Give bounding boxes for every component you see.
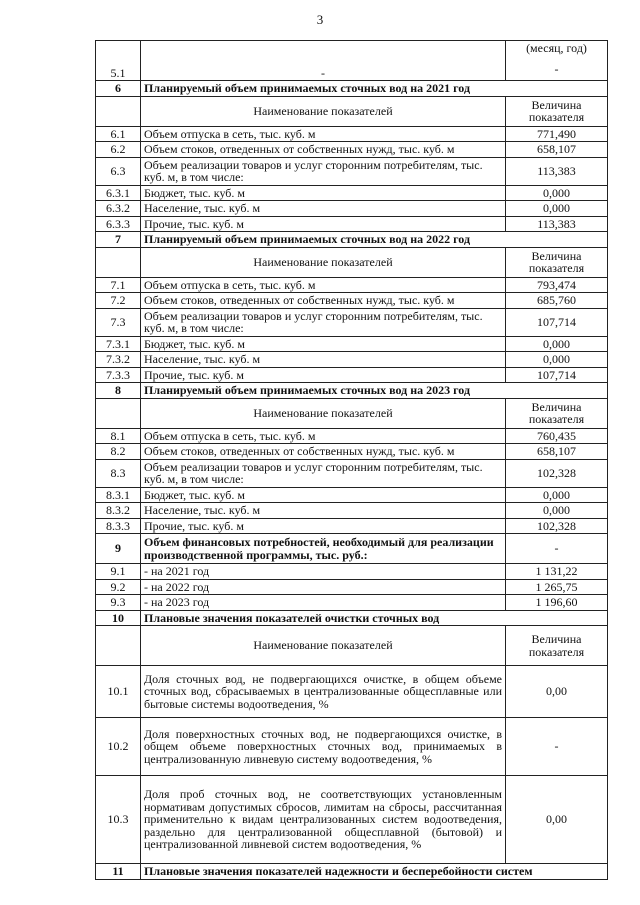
row-number: 5.1 xyxy=(96,41,141,81)
row-name: Бюджет, тыс. куб. м xyxy=(141,336,506,352)
section-number: 6 xyxy=(96,81,141,97)
table-row xyxy=(96,595,608,611)
section-title: Планируемый объем принимаемых сточных вод на 2022 год xyxy=(141,232,608,248)
row-name: Объем стоков, отведенных от собственных нужд, тыс. куб. м xyxy=(141,444,506,460)
row-name: - на 2022 год xyxy=(141,579,506,595)
table-row xyxy=(96,367,608,383)
empty-cell xyxy=(96,247,141,277)
table-row xyxy=(96,398,608,428)
row-number: 7.3.3 xyxy=(96,367,141,383)
row-number: 7.3.2 xyxy=(96,352,141,368)
row-number: 8.3.3 xyxy=(96,518,141,534)
row-value: 793,474 xyxy=(506,277,608,293)
row-name: Население, тыс. куб. м xyxy=(141,352,506,368)
row-value: 685,760 xyxy=(506,293,608,309)
row-number: 9.1 xyxy=(96,564,141,580)
table-row xyxy=(96,503,608,519)
section-number: 10 xyxy=(96,610,141,626)
row-number: 8.3 xyxy=(96,459,141,487)
table-row xyxy=(96,776,608,864)
table-row xyxy=(96,293,608,309)
table-row xyxy=(96,518,608,534)
row-value: 102,328 xyxy=(506,459,608,487)
table-row xyxy=(96,579,608,595)
section-title: Объем финансовых потребностей, необходимый для реализации производственной программы, тыс. руб.: xyxy=(141,534,506,564)
table-row xyxy=(96,336,608,352)
row-name: Прочие, тыс. куб. м xyxy=(141,518,506,534)
row-value: 113,383 xyxy=(506,157,608,185)
column-header-name: Наименование показателей xyxy=(141,398,506,428)
table-row xyxy=(96,864,608,880)
section-number: 11 xyxy=(96,864,141,880)
row-name: Население, тыс. куб. м xyxy=(141,201,506,217)
row-number: 8.2 xyxy=(96,444,141,460)
production-program-table xyxy=(95,40,608,880)
row-number: 7.3 xyxy=(96,308,141,336)
row-name: Объем отпуска в сеть, тыс. куб. м xyxy=(141,277,506,293)
value-unit-label: (месяц, год) xyxy=(526,41,587,55)
column-header-name: Наименование показателей xyxy=(141,626,506,666)
row-value: 658,107 xyxy=(506,444,608,460)
row-name: Прочие, тыс. куб. м xyxy=(141,216,506,232)
table-row xyxy=(96,718,608,776)
table-row xyxy=(96,487,608,503)
empty-cell xyxy=(96,398,141,428)
row-value: - xyxy=(506,534,608,564)
column-header-value: Величина показателя xyxy=(506,96,608,126)
row-value: 0,00 xyxy=(506,666,608,718)
section-title: Плановые значения показателей надежности и бесперебойности систем xyxy=(141,864,608,880)
column-header-name: Наименование показателей xyxy=(141,96,506,126)
value-text: - xyxy=(554,61,559,76)
row-name: Доля сточных вод, не подвергающихся очистке, в общем объеме сточных вод, сбрасываемых в централизованные общесплавные или бытовые системы водоотведения, % xyxy=(141,666,506,718)
table-row xyxy=(96,81,608,97)
row-number: 10.3 xyxy=(96,776,141,864)
row-value: 0,00 xyxy=(506,776,608,864)
row-number: 7.3.1 xyxy=(96,336,141,352)
row-name: - на 2021 год xyxy=(141,564,506,580)
table-row xyxy=(96,666,608,718)
row-value: 1 265,75 xyxy=(506,579,608,595)
row-number: 6.3.3 xyxy=(96,216,141,232)
table-row xyxy=(96,352,608,368)
row-number: 7.2 xyxy=(96,293,141,309)
table-row xyxy=(96,41,608,81)
empty-cell xyxy=(96,96,141,126)
row-value: 0,000 xyxy=(506,336,608,352)
row-value: - xyxy=(506,718,608,776)
row-number: 6.3.2 xyxy=(96,201,141,217)
row-number: 7.1 xyxy=(96,277,141,293)
table-row xyxy=(96,610,608,626)
row-value: 760,435 xyxy=(506,428,608,444)
row-value: 0,000 xyxy=(506,487,608,503)
column-header-value: Величина показателя xyxy=(506,247,608,277)
table-row xyxy=(96,308,608,336)
row-name: Население, тыс. куб. м xyxy=(141,503,506,519)
section-number: 9 xyxy=(96,534,141,564)
row-value: 0,000 xyxy=(506,185,608,201)
section-title: Планируемый объем принимаемых сточных вод на 2021 год xyxy=(141,81,608,97)
table-row xyxy=(96,216,608,232)
row-number: 8.1 xyxy=(96,428,141,444)
row-name: - на 2023 год xyxy=(141,595,506,611)
table-row xyxy=(96,142,608,158)
row-name: Объем стоков, отведенных от собственных нужд, тыс. куб. м xyxy=(141,293,506,309)
row-value: 658,107 xyxy=(506,142,608,158)
row-value: 0,000 xyxy=(506,352,608,368)
row-number: 6.2 xyxy=(96,142,141,158)
row-value: 113,383 xyxy=(506,216,608,232)
row-name: - xyxy=(141,41,506,81)
row-number: 8.3.2 xyxy=(96,503,141,519)
row-value: 0,000 xyxy=(506,503,608,519)
section-number: 7 xyxy=(96,232,141,248)
table-row xyxy=(96,126,608,142)
row-value: 0,000 xyxy=(506,201,608,217)
row-value: 102,328 xyxy=(506,518,608,534)
row-name: Доля поверхностных сточных вод, не подвергающихся очистке, в общем объеме поверхностных сточных вод, принимаемых в централизованную ливневую систему водоотведения, % xyxy=(141,718,506,776)
table-row xyxy=(96,157,608,185)
row-number: 6.3 xyxy=(96,157,141,185)
table-row xyxy=(96,534,608,564)
table-row xyxy=(96,444,608,460)
row-value: 107,714 xyxy=(506,367,608,383)
table-row xyxy=(96,564,608,580)
table-row xyxy=(96,96,608,126)
section-title: Планируемый объем принимаемых сточных вод на 2023 год xyxy=(141,383,608,399)
column-header-value: Величина показателя xyxy=(506,398,608,428)
column-header-name: Наименование показателей xyxy=(141,247,506,277)
row-number: 9.2 xyxy=(96,579,141,595)
table-row xyxy=(96,247,608,277)
row-number: 8.3.1 xyxy=(96,487,141,503)
section-title: Плановые значения показателей очистки сточных вод xyxy=(141,610,608,626)
table-row xyxy=(96,201,608,217)
row-name: Объем реализации товаров и услуг сторонним потребителям, тыс. куб. м, в том числе: xyxy=(141,459,506,487)
row-number: 10.2 xyxy=(96,718,141,776)
row-value xyxy=(506,41,608,81)
section-number: 8 xyxy=(96,383,141,399)
table-row xyxy=(96,383,608,399)
row-name: Бюджет, тыс. куб. м xyxy=(141,185,506,201)
row-name: Объем реализации товаров и услуг сторонним потребителям, тыс. куб. м, в том числе: xyxy=(141,308,506,336)
empty-cell xyxy=(96,626,141,666)
table-row xyxy=(96,277,608,293)
table-row xyxy=(96,232,608,248)
column-header-value: Величина показателя xyxy=(506,626,608,666)
table-row xyxy=(96,626,608,666)
row-name: Объем отпуска в сеть, тыс. куб. м xyxy=(141,428,506,444)
row-number: 10.1 xyxy=(96,666,141,718)
row-name: Прочие, тыс. куб. м xyxy=(141,367,506,383)
row-name: Объем стоков, отведенных от собственных нужд, тыс. куб. м xyxy=(141,142,506,158)
table-row xyxy=(96,185,608,201)
row-number: 6.1 xyxy=(96,126,141,142)
row-value: 1 196,60 xyxy=(506,595,608,611)
table-row xyxy=(96,459,608,487)
row-value: 1 131,22 xyxy=(506,564,608,580)
row-name: Бюджет, тыс. куб. м xyxy=(141,487,506,503)
row-value: 107,714 xyxy=(506,308,608,336)
table-row xyxy=(96,428,608,444)
row-name: Доля проб сточных вод, не соответствующих установленным нормативам допустимых сбросов, лимитам на сбросы, рассчитанная применительно к видам централизованных систем водоотведения, раздельно для централизованной общесплавной (бытовой) и централизованной ливневой систем водоотведения, % xyxy=(141,776,506,864)
row-number: 9.3 xyxy=(96,595,141,611)
row-name: Объем отпуска в сеть, тыс. куб. м xyxy=(141,126,506,142)
row-value: 771,490 xyxy=(506,126,608,142)
page-number: 3 xyxy=(316,12,324,27)
row-number: 6.3.1 xyxy=(96,185,141,201)
row-name: Объем реализации товаров и услуг сторонним потребителям, тыс. куб. м, в том числе: xyxy=(141,157,506,185)
